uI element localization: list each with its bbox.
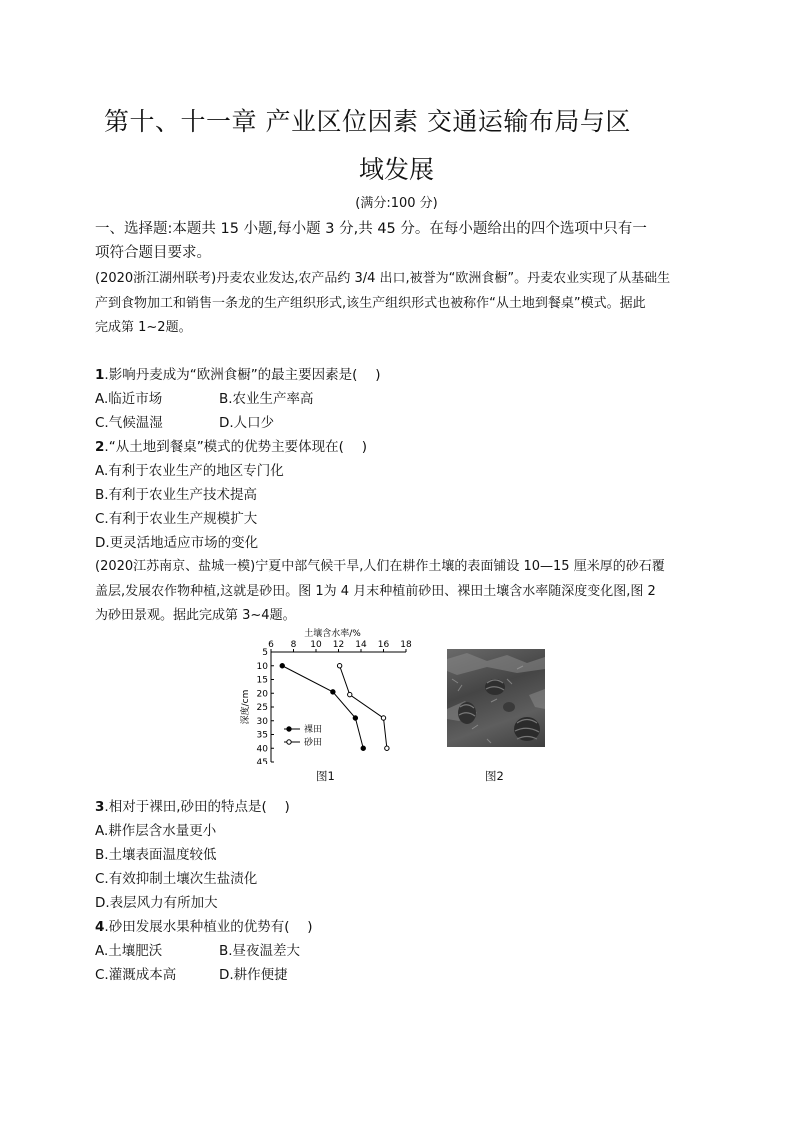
page-title-line1: 第十、十一章 产业区位因素 交通运输布局与区	[104, 107, 631, 136]
figure-1-label: 图1	[316, 769, 335, 783]
question-1-stem	[95, 363, 381, 383]
y-tick-label: 5	[262, 648, 268, 658]
section-instruction-line1: 一、选择题:本题共 15 小题,每小题 3 分,共 45 分。在每小题给出的四个选项中只有一	[95, 221, 647, 237]
question-3-stem	[95, 795, 290, 815]
question-1-option-d[interactable]: D.人口少	[219, 415, 275, 431]
question-4-stem	[95, 915, 313, 935]
sand-field-photo	[447, 649, 545, 747]
passage1-line3: 完成第 1~2题。	[95, 320, 192, 335]
question-1-text: .影响丹麦成为“欧洲食橱”的最主要因素是( )	[104, 367, 381, 383]
question-1-option-a[interactable]: A.临近市场	[95, 391, 163, 407]
page-title-line2: 域发展	[358, 155, 434, 184]
x-tick-label: 14	[355, 640, 367, 650]
data-point	[361, 746, 365, 750]
data-point	[381, 716, 385, 720]
y-tick-label: 40	[256, 744, 268, 755]
question-4-number: 4	[95, 919, 105, 935]
legend-marker-2	[287, 740, 291, 744]
question-3-number: 3	[95, 799, 105, 815]
x-tick-label: 6	[268, 640, 274, 650]
x-tick-label: 12	[332, 640, 345, 650]
question-1-option-b[interactable]: B.农业生产率高	[219, 391, 314, 407]
passage1-line1: (2020浙江湖州联考)丹麦农业发达,农产品约 3/4 出口,被誉为“欧洲食橱”。丹麦农业实现了从基础生	[95, 271, 671, 286]
question-3-text: .相对于裸田,砂田的特点是( )	[104, 799, 290, 815]
question-2-option-c[interactable]: C.有利于农业生产规模扩大	[95, 511, 258, 527]
question-4-option-c[interactable]: C.灌溉成本高	[95, 967, 177, 983]
data-point	[385, 746, 389, 750]
question-1-number: 1	[95, 367, 105, 383]
question-2-stem	[95, 435, 367, 455]
soil-moisture-chart	[240, 624, 440, 764]
question-3-option-a[interactable]: A.耕作层含水量更小	[95, 823, 217, 839]
y-tick-label: 15	[256, 675, 268, 686]
question-1-option-c[interactable]: C.气候温湿	[95, 415, 163, 431]
question-2-number: 2	[95, 439, 105, 455]
series-line-1	[282, 666, 363, 749]
data-point	[331, 690, 335, 694]
question-4-option-b[interactable]: B.昼夜温差大	[219, 943, 301, 959]
question-4-text: .砂田发展水果种植业的优势有( )	[104, 919, 313, 935]
passage2-line3: 为砂田景观。据此完成第 3~4题。	[95, 608, 296, 623]
watermelon-field-image	[447, 649, 545, 747]
question-4-option-d[interactable]: D.耕作便捷	[219, 967, 288, 983]
passage2-line1: (2020江苏南京、盐城一模)宁夏中部气候干旱,人们在耕作土壤的表面铺设 10—15 厘米厚的砂石覆	[95, 559, 665, 574]
question-4-option-a[interactable]: A.土壤肥沃	[95, 943, 163, 959]
y-tick-label: 10	[256, 661, 268, 672]
y-tick-label: 20	[256, 689, 268, 700]
question-2-text: .“从土地到餐桌”模式的优势主要体现在( )	[104, 439, 368, 455]
x-tick-label: 8	[290, 640, 297, 650]
y-tick-label: 45	[256, 758, 268, 764]
data-point	[348, 692, 352, 696]
passage1-line2: 产到食物加工和销售一条龙的生产组织形式,该生产组织形式也被称作“从土地到餐桌”模式。据此	[95, 296, 646, 311]
legend-label-1: 裸田	[304, 725, 323, 735]
question-2-option-a[interactable]: A.有利于农业生产的地区专门化	[95, 463, 284, 479]
passage2-line2: 盖层,发展农作物种植,这就是砂田。图 1为 4 月末种植前砂田、裸田土壤含水率随深度变化图,图 2	[95, 584, 656, 599]
y-tick-label: 35	[256, 730, 268, 741]
section-instruction-line2: 项符合题目要求。	[95, 245, 211, 261]
score-note: (满分:100 分)	[355, 196, 438, 211]
legend-label-2: 砂田	[304, 738, 323, 748]
x-tick-label: 16	[377, 640, 390, 650]
y-tick-label: 25	[256, 703, 268, 713]
question-3-option-d[interactable]: D.表层风力有所加大	[95, 895, 218, 911]
data-point	[353, 716, 357, 720]
x-axis-title: 土壤含水率/%	[304, 629, 361, 639]
question-3-option-b[interactable]: B.土壤表面温度较低	[95, 847, 217, 863]
question-2-option-d[interactable]: D.更灵活地适应市场的变化	[95, 535, 259, 551]
question-2-option-b[interactable]: B.有利于农业生产技术提高	[95, 487, 258, 503]
x-tick-label: 18	[400, 640, 412, 650]
question-3-option-c[interactable]: C.有效抑制土壤次生盐渍化	[95, 871, 258, 887]
data-point	[337, 664, 341, 668]
x-tick-label: 10	[310, 640, 322, 650]
legend-marker-1	[287, 727, 291, 731]
figure-2-label: 图2	[485, 769, 504, 783]
y-tick-label: 30	[256, 716, 268, 727]
series-line-2	[340, 666, 387, 749]
y-axis-title: 深度/cm	[241, 689, 251, 725]
data-point	[280, 664, 284, 668]
